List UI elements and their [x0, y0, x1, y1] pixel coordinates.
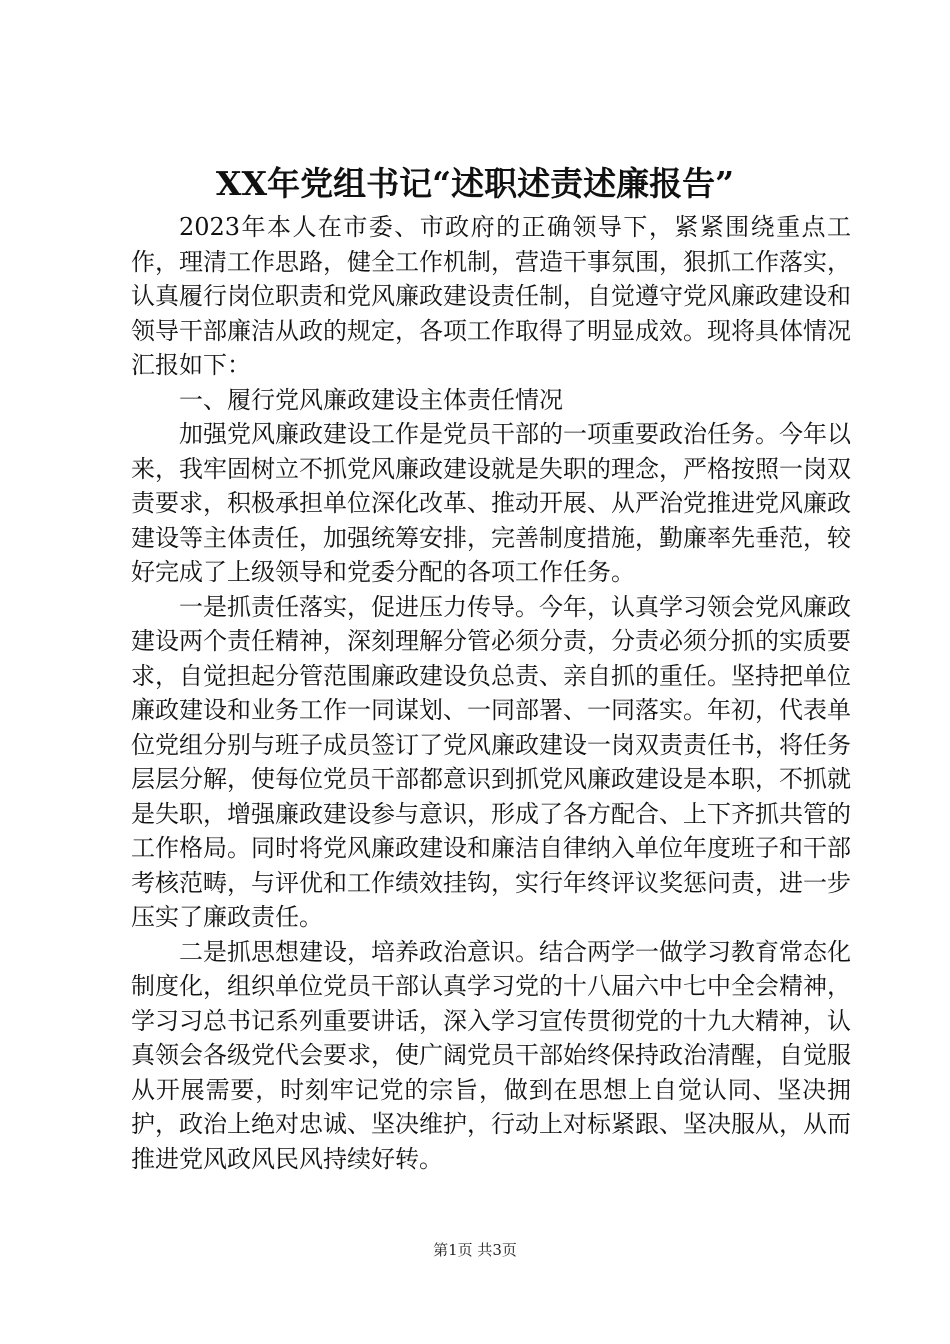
paragraph-intro: 2023年本人在市委、市政府的正确领导下，紧紧围绕重点工作，理清工作思路，健全工作机制，营造干事氛围，狠抓工作落实，认真履行岗位职责和党风廉政建设责任制，自觉遵守党风廉政建设和领导干部廉洁从政的规定，各项工作取得了明显成效。现将具体情况汇报如下：	[131, 213, 851, 379]
paragraph-section-1: 加强党风廉政建设工作是党员干部的一项重要政治任务。今年以来，我牢固树立不抓党风廉政建设就是失职的理念，严格按照一岗双责要求，积极承担单位深化改革、推动开展、从严治党推进党风廉政建设等主体责任，加强统筹安排，完善制度措施，勤廉率先垂范，较好完成了上级领导和党委分配的各项工作任务。	[131, 420, 851, 586]
paragraph-responsibility: 一是抓责任落实，促进压力传导。今年，认真学习领会党风廉政建设两个责任精神，深刻理解分管必须分责，分责必须分抓的实质要求，自觉担起分管范围廉政建设负总责、亲自抓的重任。坚持把单位廉政建设和业务工作一同谋划、一同部署、一同落实。年初，代表单位党组分别与班子成员签订了党风廉政建设一岗双责责任书，将任务层层分解，使每位党员干部都意识到抓党风廉政建设是本职，不抓就是失职，增强廉政建设参与意识，形成了各方配合、上下齐抓共管的工作格局。同时将党风廉政建设和廉洁自律纳入单位年度班子和干部考核范畴，与评优和工作绩效挂钩，实行年终评议奖惩问责，进一步压实了廉政责任。	[131, 592, 851, 931]
page-number-footer: 第1页 共3页	[433, 1241, 517, 1259]
document-title: XX年党组书记“述职述责述廉报告”	[215, 164, 735, 203]
paragraph-ideology: 二是抓思想建设，培养政治意识。结合两学一做学习教育常态化制度化，组织单位党员干部认真学习党的十八届六中七中全会精神，学习习总书记系列重要讲话，深入学习宣传贯彻党的十九大精神，认真领会各级党代会要求，使广阔党员干部始终保持政治清醒，自觉服从开展需要，时刻牢记党的宗旨，做到在思想上自觉认同、坚决拥护，政治上绝对忠诚、坚决维护，行动上对标紧跟、坚决服从，从而推进党风政风民风持续好转。	[131, 937, 851, 1173]
document-body	[131, 210, 851, 1176]
section-heading-1: 一、履行党风廉政建设主体责任情况	[179, 385, 563, 414]
